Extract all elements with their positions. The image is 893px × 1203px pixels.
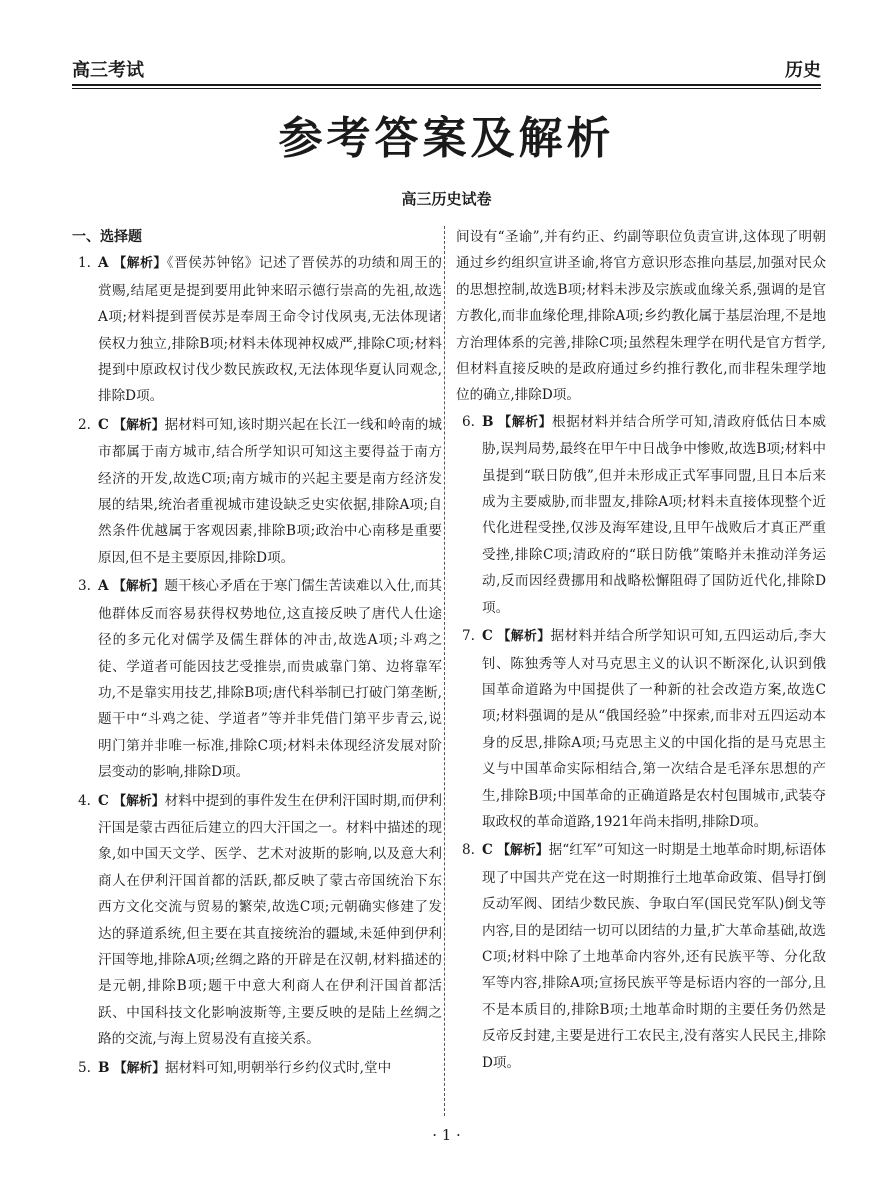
- item-number: 3.: [78, 578, 91, 595]
- item-answer: A: [98, 255, 109, 272]
- answer-item: [72, 788, 442, 1053]
- answer-item: [72, 412, 442, 571]
- answer-item: [456, 409, 826, 621]
- item-explanation: 《晋侯苏钟铭》记述了晋侯苏的功绩和周王的赏赐,结尾更是提到要用此钟来昭示德行崇高的先祖,故选A项;材料提到晋侯苏是奉周王命令讨伐夙夷,无法体现诸侯权力独立,排除B项;材料未体现神权威严,排除C项;材料提到中原政权讨伐少数民族政权,无法体现华夏认同观念,排除D项。: [98, 255, 442, 405]
- item-answer: B: [98, 1059, 110, 1076]
- analysis-tag: 【解析】: [497, 629, 551, 645]
- header-rule-thin: [72, 88, 821, 89]
- page-number: · 1 ·: [432, 1126, 461, 1144]
- item-explanation: 据“红军”可知这一时期是土地革命时期,标语体现了中国共产党在这一时期推行土地革命政策、倡导打倒反动军阀、团结少数民族、争取白军(国民党军队)倒戈等内容,目的是团结一切可以团结的力量,扩大革命基础,故选C项;材料中除了土地革命内容外,还有民族平等、分化敌军等内容,排除A项;宣扬民族平等是标语内容的一部分,且不是本质目的,排除B项;土地革命时期的主要任务仍然是反帝反封建,主要是进行工农民主,没有落实人民民主,排除D项。: [482, 842, 827, 1071]
- item-explanation: 根据材料并结合所学可知,清政府低估日本威胁,误判局势,最终在甲午中日战争中惨败,故选B项;材料中虽提到“联日防俄”,但并未形成正式军事同盟,且日本后来成为主要威胁,而非盟友,排除A项;材料未直接体现整个近代化进程受挫,仅涉及海军建设,且甲午战败后才真正严重受挫,排除C项;清政府的“联日防俄”策略并未推动洋务运动,反而因经费挪用和战略松懈阻碍了国防近代化,排除D项。: [482, 413, 826, 616]
- item-number: 8.: [462, 842, 475, 859]
- item-answer: C: [98, 416, 109, 433]
- item-explanation: 据材料并结合所学知识可知,五四运动后,李大钊、陈独秀等人对马克思主义的认识不断深化,认识到俄国革命道路为中国提供了一种新的社会改造方案,故选C项;材料强调的是从“俄国经验”中探索,而非对五四运动本身的反思,排除A项;马克思主义的中国化指的是马克思主义与中国革命实际相结合,第一次结合是毛泽东思想的产生,排除B项;中国革命的正确道路是农村包围城市,武装夺取政权的革命道路,1921年尚未指明,排除D项。: [482, 628, 826, 830]
- item-explanation: 据材料可知,明朝举行乡约仪式时,堂中: [165, 1059, 392, 1076]
- page-header: [72, 56, 821, 84]
- subject-name: 历史: [785, 60, 821, 81]
- header-rule: [72, 84, 821, 86]
- item-number: 6.: [462, 413, 475, 430]
- answer-item: [456, 837, 826, 1076]
- item-explanation: 材料中提到的事件发生在伊利汗国时期,而伊利汗国是蒙古西征后建立的四大汗国之一。材料中描述的现象,如中国天文学、医学、艺术对波斯的影响,以及意大利商人在伊利汗国首都的活跃,都反映了蒙古帝国统治下东西方文化交流与贸易的繁荣,故选C项;元朝确实修建了发达的驿道系统,但主要在其直接统治的疆域,未延伸到伊利汗国等地,排除A项;丝绸之路的开辟是在汉朝,材料描述的是元朝,排除B项;题干中意大利商人在伊利汗国首都活跃、中国科技文化影响波斯等,主要反映的是陆上丝绸之路的交流,与海上贸易没有直接关系。: [98, 792, 442, 1048]
- answer-item: [72, 1055, 442, 1082]
- item-explanation: 题干核心矛盾在于寒门儒生苦读难以入仕,而其他群体反而容易获得权势地位,这直接反映了唐代人仕途径的多元化对儒学及儒生群体的冲击,故选A项;斗鸡之徒、学道者可能因技艺受推崇,而贵戚靠门第、边将靠军功,不是靠实用技艺,排除B项;唐代科举制已打破门第垄断,题干中“斗鸡之徒、学道者”等并非凭借门第平步青云,说明门第并非唯一标准,排除C项;材料未体现经济发展对阶层变动的影响,排除D项。: [98, 578, 442, 781]
- analysis-tag: 【解析】: [113, 793, 165, 809]
- item-answer: A: [98, 578, 109, 595]
- right-answer-list: [456, 409, 826, 1076]
- item-answer: C: [482, 842, 493, 859]
- analysis-tag: 【解析】: [497, 843, 549, 859]
- analysis-tag: 【解析】: [113, 256, 167, 272]
- item-number: 2.: [78, 416, 91, 433]
- item-answer: B: [482, 413, 494, 430]
- analysis-tag: 【解析】: [498, 414, 553, 430]
- item-number: 1.: [78, 255, 91, 272]
- item-explanation: 据材料可知,该时期兴起在长江一线和岭南的城市都属于南方城市,结合所学知识可知这主要得益于南方经济的开发,故选C项;南方城市的兴起主要是南方经济发展的结果,统治者重视城市建设缺乏史实依据,排除A项;自然条件优越属于客观因素,排除B项;政治中心南移是重要原因,但不是主要原因,排除D项。: [98, 416, 442, 566]
- exam-name: 高三考试: [72, 60, 144, 81]
- left-answer-list: [72, 250, 442, 1082]
- answer-item: [72, 573, 442, 785]
- item-answer: C: [98, 792, 109, 809]
- item-number: 4.: [78, 792, 91, 809]
- answer-item: [456, 623, 826, 835]
- item-answer: C: [482, 628, 493, 645]
- answer-continuation: 间设有“圣谕”,并有约正、约副等职位负责宣讲,这体现了明朝通过乡约组织宣讲圣谕,将官方意识形态推向基层,加强对民众的思想控制,故选B项;材料未涉及宗族或血缘关系,强调的是官方教化,而非血缘伦理,排除A项;乡约教化属于基层治理,不是地方治理体系的完善,排除C项;虽然程朱理学在明代是官方哲学,但材料直接反映的是政府通过乡约推行教化,而非程朱理学地位的确立,排除D项。: [456, 229, 826, 404]
- column-divider: [444, 226, 445, 1116]
- analysis-tag: 【解析】: [113, 1060, 166, 1076]
- analysis-tag: 【解析】: [113, 417, 165, 433]
- page-title: 参考答案及解析: [278, 113, 615, 164]
- analysis-tag: 【解析】: [112, 579, 165, 595]
- left-column: [72, 224, 442, 1084]
- item-number: 5.: [78, 1059, 91, 1076]
- answer-item: [72, 250, 442, 409]
- right-column: [456, 224, 826, 1078]
- page-subtitle: 高三历史试卷: [401, 190, 492, 208]
- item-number: 7.: [462, 628, 475, 645]
- section-title: 一、选择题: [72, 229, 142, 245]
